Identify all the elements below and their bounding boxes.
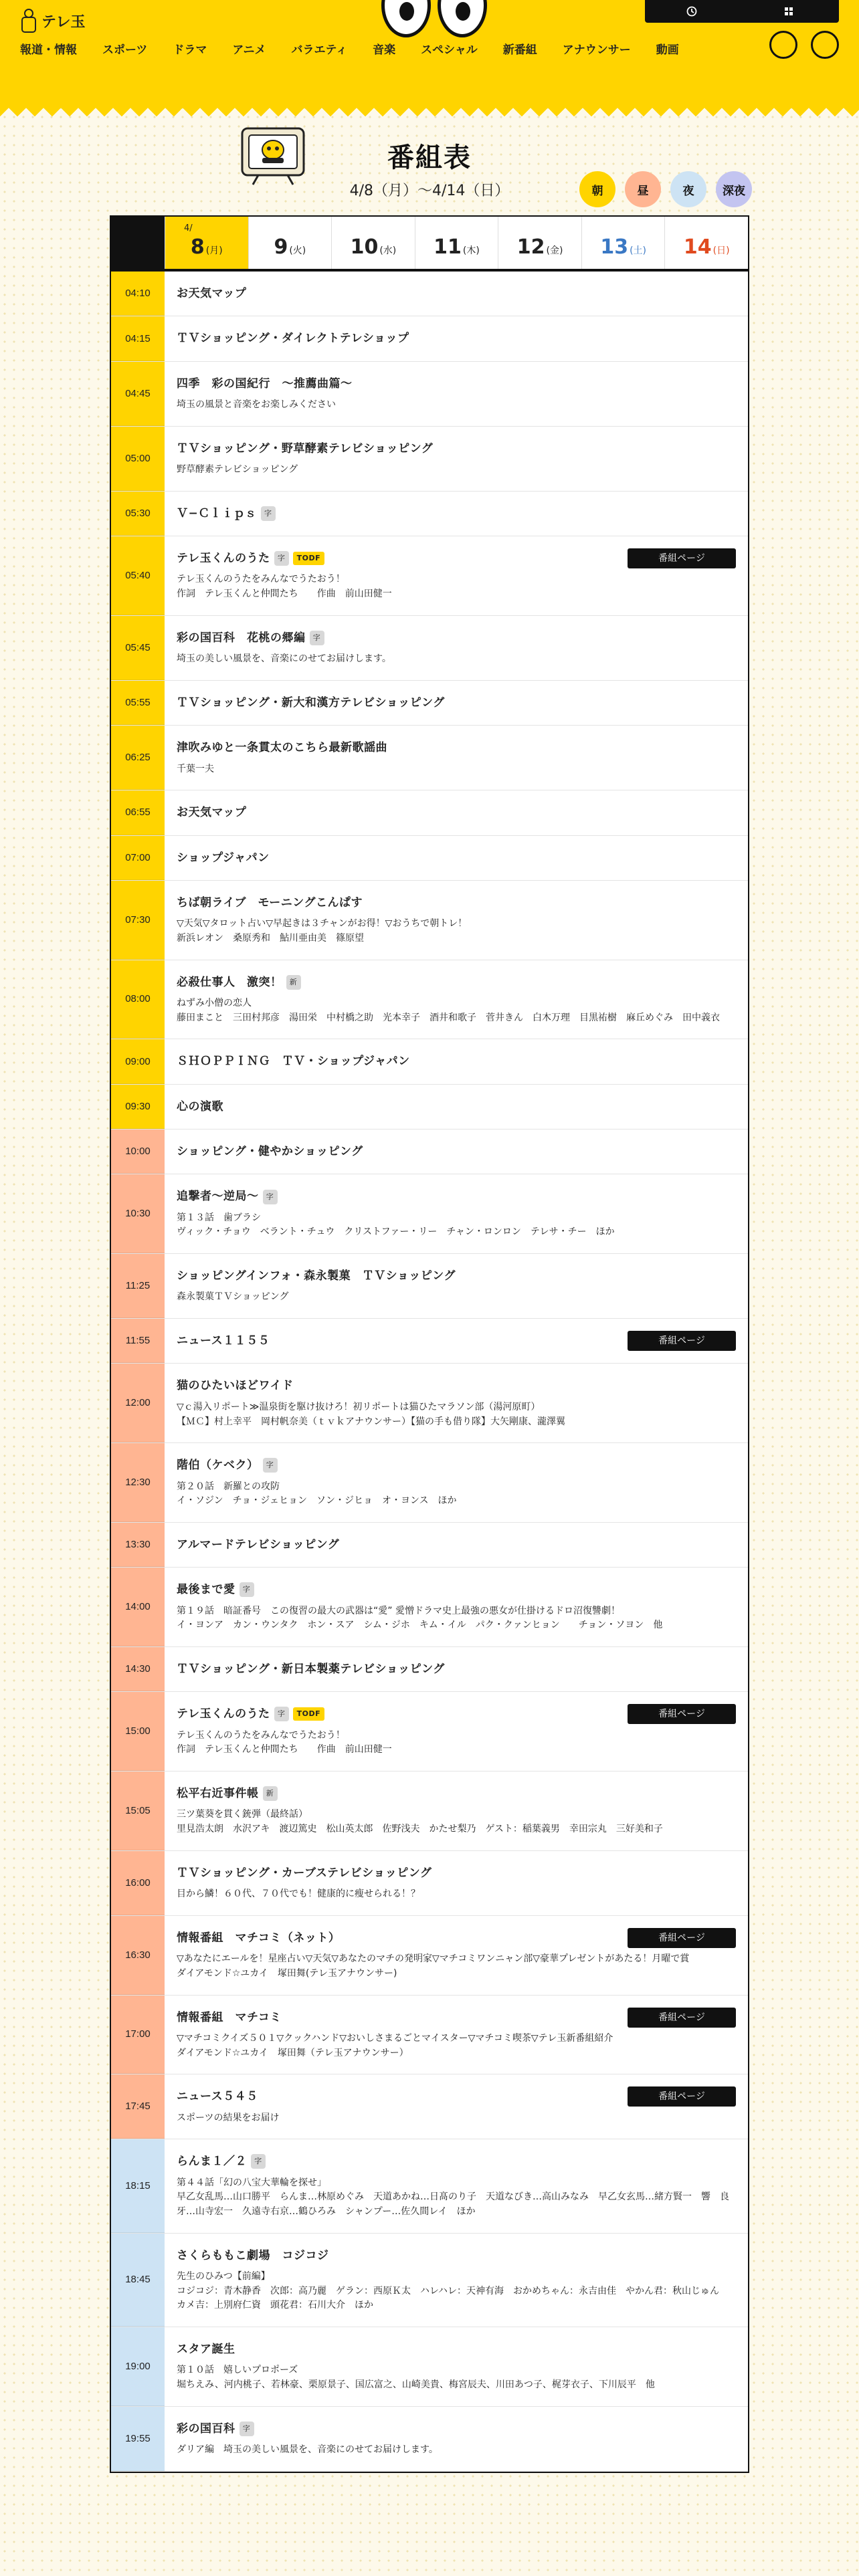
nav-item[interactable]: ドラマ — [173, 43, 207, 57]
program-desc: 目から鱗！６０代、７０代でも！健康的に瘦せられる！？ — [177, 1889, 420, 1900]
program-title[interactable]: ＴＶショッピング・新大和漢方テレビショッピング — [177, 695, 445, 710]
program-title-line — [177, 285, 736, 302]
program-cell[interactable] — [165, 836, 748, 880]
program-title[interactable]: 猫のひたいほどワイド — [177, 1379, 294, 1393]
program-title[interactable]: ＴＶショッピング・新日本製薬テレビショッピング — [177, 1662, 445, 1676]
program-time: 14:00 — [111, 1568, 165, 1646]
program-desc: 第１０話 嬉しいプロポーズ — [177, 2365, 298, 2376]
corner-cell — [111, 217, 165, 269]
program-desc: 早乙女乱馬…山口勝平 らんま…林原めぐみ 天道あかね…日髙のり子 天道なびき…高山みなみ 早乙女玄馬…緒方賢一 響 良牙…山寺宏一 久遠寺右京…鶴ひろみ シャンプー…佐久間レイ ほか — [177, 2191, 729, 2217]
program-title-line — [177, 2420, 736, 2438]
program-row — [111, 2407, 748, 2472]
program-title-line — [177, 974, 736, 991]
program-title-line — [177, 1581, 736, 1598]
program-time: 11:25 — [111, 1254, 165, 1318]
title-area — [0, 120, 859, 214]
program-desc: ダイアモンド☆ユカイ 塚田舞(テレ玉アナウンサー) — [177, 1967, 397, 1979]
day-tab[interactable] — [415, 217, 498, 269]
program-row — [111, 790, 748, 835]
utility-bar — [645, 0, 839, 23]
program-title[interactable]: 情報番組 マチコミ（ネット） — [177, 1931, 341, 1945]
program-cell[interactable] — [165, 1130, 748, 1174]
day-weekday: (日) — [712, 245, 730, 256]
program-title[interactable]: ニュース１１５５ — [177, 1334, 270, 1348]
program-desc: 作詞 テレ玉くんと仲間たち 作曲 前山田健一 — [177, 588, 392, 600]
program-time: 09:00 — [111, 1039, 165, 1083]
program-cell[interactable] — [165, 1647, 748, 1691]
program-cell[interactable] — [165, 2327, 748, 2406]
program-title-line — [177, 1267, 736, 1285]
program-desc: 第１９話 暗証番号 この復習の最大の武器は“愛” 愛憎ドラマ史上最強の悪女が仕掛けるドロ沼復讐劇！ — [177, 1605, 620, 1616]
caption-icon: 字 — [240, 1582, 254, 1597]
program-desc: テレ玉くんのうたをみんなでうたおう！ — [177, 574, 345, 585]
program-cell[interactable] — [165, 2139, 748, 2232]
day-number: 14 — [683, 235, 712, 259]
day-weekday: (木) — [462, 245, 480, 256]
program-time: 05:30 — [111, 492, 165, 536]
program-desc: ▽天気▽タロット占い▽早起きは３チャンがお得！▽おうちで朝トレ！ — [177, 918, 468, 930]
program-row — [111, 316, 748, 361]
program-row — [111, 536, 748, 616]
day-weekday: (金) — [546, 245, 563, 256]
program-title-line — [177, 1864, 736, 1882]
main-nav — [20, 40, 839, 57]
program-cell[interactable] — [165, 1254, 748, 1318]
program-cell[interactable] — [165, 726, 748, 790]
nav-item[interactable]: 音楽 — [373, 43, 396, 57]
program-time: 18:15 — [111, 2139, 165, 2232]
new-icon: 新 — [286, 975, 301, 990]
program-cell[interactable] — [165, 616, 748, 680]
program-row — [111, 1996, 748, 2075]
program-row — [111, 681, 748, 726]
day-label — [434, 237, 480, 257]
nav-item[interactable]: バラエティ — [291, 43, 348, 57]
program-time: 10:30 — [111, 1174, 165, 1253]
program-desc: 第２０話 新羅との攻防 — [177, 1481, 280, 1492]
program-title[interactable]: 最後まで愛 — [177, 1583, 235, 1597]
program-time: 04:45 — [111, 362, 165, 426]
program-title-line — [177, 1536, 736, 1553]
program-row — [111, 1130, 748, 1174]
program-desc: 埼玉の風景と音楽をお楽しみください — [177, 399, 336, 411]
day-number: 10 — [350, 235, 379, 259]
program-cell[interactable] — [165, 1568, 748, 1646]
program-desc: 千葉一夫 — [177, 763, 214, 774]
program-row — [111, 1647, 748, 1692]
program-time: 08:00 — [111, 960, 165, 1039]
caption-icon: 字 — [251, 2154, 266, 2169]
program-time: 07:00 — [111, 836, 165, 880]
program-title-line — [177, 1098, 736, 1115]
logo-mascot-icon — [20, 8, 37, 33]
day-weekday: (水) — [379, 245, 397, 256]
program-cell[interactable] — [165, 1443, 748, 1522]
program-time: 05:40 — [111, 536, 165, 615]
tod-button[interactable]: 深夜 — [716, 171, 752, 207]
day-weekday: (土) — [630, 245, 647, 256]
program-time: 16:30 — [111, 1916, 165, 1995]
program-desc: スポーツの結果をお届け — [177, 2112, 280, 2123]
program-row — [111, 2327, 748, 2407]
caption-icon: 字 — [274, 1707, 289, 1721]
program-row — [111, 1568, 748, 1647]
program-title-line — [177, 1377, 736, 1394]
day-number: 11 — [434, 235, 462, 259]
program-row — [111, 1364, 748, 1443]
program-row — [111, 960, 748, 1040]
program-title[interactable]: 彩の国百科 — [177, 2422, 235, 2436]
program-cell[interactable] — [165, 681, 748, 725]
program-title[interactable]: らんま１／２ — [177, 2155, 247, 2169]
day-tab[interactable] — [581, 217, 665, 269]
clock-link[interactable] — [686, 6, 701, 17]
program-row — [111, 2074, 748, 2139]
program-cell[interactable] — [165, 960, 748, 1039]
nav-item[interactable]: 動画 — [656, 43, 679, 57]
program-title[interactable]: ショップジャパン — [177, 851, 270, 865]
day-tabs — [111, 217, 748, 272]
caption-icon: 字 — [263, 1190, 278, 1204]
program-row — [111, 1772, 748, 1851]
program-desc: 三ツ葉葵を貫く銃弾（最終話） — [177, 1809, 308, 1820]
program-cell[interactable] — [165, 316, 748, 360]
day-tab[interactable] — [498, 217, 581, 269]
program-cell[interactable] — [165, 536, 748, 615]
schedule-grid — [110, 215, 749, 2473]
tod-button[interactable]: 昼 — [625, 171, 661, 207]
day-weekday: (月) — [205, 245, 223, 256]
program-row — [111, 2234, 748, 2327]
program-row — [111, 1692, 748, 1772]
program-title[interactable]: ちば朝ライブ モーニングこんぱす — [177, 895, 363, 909]
program-title[interactable]: Ｖ−Ｃｌｉｐｓ — [177, 506, 257, 520]
caption-icon: 字 — [240, 2422, 254, 2436]
program-title[interactable]: ＴＶショッピング・野草酵素テレビショッピング — [177, 441, 434, 455]
tod-button[interactable]: 朝 — [579, 171, 615, 207]
program-row — [111, 1851, 748, 1916]
program-time: 18:45 — [111, 2234, 165, 2327]
program-cell[interactable] — [165, 1039, 748, 1083]
program-time: 12:30 — [111, 1443, 165, 1522]
day-number: 12 — [516, 235, 545, 259]
day-label — [600, 237, 646, 257]
program-cell[interactable] — [165, 1772, 748, 1850]
caption-icon: 字 — [261, 506, 276, 521]
nav-item[interactable]: スポーツ — [102, 43, 148, 57]
program-desc: ダイアモンド☆ユカイ 塚田舞（テレ玉アナウンサー） — [177, 2047, 409, 2058]
day-label — [351, 237, 397, 257]
program-desc: コジコジ：青木静香 次郎：高乃麗 ゲラン：西原Ｋ太 ハレハレ：天神有海 おかめちゃん：永吉由佳 やかん君：秋山じゅん カメ吉：上別府仁資 頭花君：石川大介 ほか — [177, 2285, 729, 2311]
program-title-line — [177, 1457, 736, 1474]
program-row — [111, 616, 748, 681]
program-desc: 藤田まこと 三田村邦彦 湯田栄 中村橋之助 光本幸子 酒井和歌子 菅井きん 白木万理 目黒祐樹 麻丘めぐみ 田中義衣 — [177, 1012, 720, 1023]
program-title[interactable]: ショッピングインフォ・森永製菓 ＴＶショッピング — [177, 1269, 456, 1283]
tod-button[interactable]: 夜 — [670, 171, 706, 207]
program-row — [111, 427, 748, 492]
program-title-line — [177, 739, 736, 756]
program-row — [111, 1523, 748, 1568]
program-title-line — [177, 849, 736, 867]
program-title-line — [177, 1143, 736, 1160]
program-title[interactable]: ＴＶショッピング・ダイレクトテレショップ — [177, 332, 409, 346]
program-title-line — [177, 375, 736, 393]
site-logo[interactable] — [20, 8, 86, 33]
day-number: 8 — [190, 235, 205, 259]
day-number: 13 — [600, 235, 629, 259]
program-cell[interactable] — [165, 1851, 748, 1915]
program-time: 04:10 — [111, 272, 165, 316]
program-desc: 堀ちえみ、河内桃子、若林豪、栗原景子、国広富之、山崎美貴、梅宮辰夫、川田あつ子、梶芽衣子、下川辰平 他 — [177, 2379, 655, 2391]
program-time: 17:45 — [111, 2074, 165, 2139]
mascot-eyes — [381, 0, 487, 37]
program-title[interactable]: 追撃者〜逆局〜 — [177, 1190, 259, 1204]
program-cell[interactable] — [165, 1692, 748, 1771]
program-title[interactable]: お天気マップ — [177, 287, 247, 300]
program-desc: ▽あなたにエールを！星座占い▽天気▽あなたのマチの発明家▽マチコミワンニャン部▽豪華プレゼントがあたる！月曜で賞 — [177, 1953, 690, 1965]
program-desc: 【ＭＣ】村上幸平 岡村帆奈美（ｔｖｋアナウンサー）【猫の手も借り隊】大矢剛康、瀧澤翼 — [177, 1416, 565, 1427]
mascot-links — [769, 31, 839, 59]
program-row — [111, 362, 748, 427]
grid-link[interactable] — [783, 6, 798, 17]
program-cell[interactable] — [165, 272, 748, 316]
program-title-line — [177, 2247, 736, 2264]
program-title[interactable]: ニュース５４５ — [177, 2090, 258, 2104]
day-tab[interactable] — [248, 217, 332, 269]
program-time: 05:00 — [111, 427, 165, 491]
program-cell[interactable] — [165, 1174, 748, 1253]
day-number: 9 — [274, 235, 288, 259]
nav-item[interactable]: 報道・情報 — [20, 43, 77, 57]
day-label — [517, 237, 563, 257]
day-label — [191, 237, 223, 257]
program-time: 19:00 — [111, 2327, 165, 2406]
program-cell[interactable] — [165, 427, 748, 491]
program-title[interactable]: 津吹みゆと一条貫太のこちら最新歌謡曲 — [177, 741, 387, 755]
clock-icon — [686, 6, 697, 17]
program-title[interactable]: さくらももこ劇場 コジコジ — [177, 2248, 329, 2262]
program-title-line — [177, 440, 736, 457]
program-title-line — [177, 1785, 736, 1802]
program-time: 09:30 — [111, 1085, 165, 1129]
program-title[interactable]: ＳＨＯＰＰＩＮＧ ＴＶ・ショップジャパン — [177, 1055, 410, 1069]
program-title[interactable]: ショッピング・健やかショッピング — [177, 1145, 363, 1159]
day-month: 4/ — [184, 223, 193, 233]
program-cell[interactable] — [165, 1996, 748, 2074]
program-page-button[interactable]: 番組ページ — [628, 1331, 736, 1351]
program-desc: イ・ソジン チョ・ジェヒョン ソン・ジヒョ オ・ヨンス ほか — [177, 1495, 457, 1507]
program-cell[interactable] — [165, 2074, 748, 2139]
mascot-link-1[interactable] — [769, 31, 797, 59]
program-time: 05:55 — [111, 681, 165, 725]
program-row — [111, 1254, 748, 1319]
nav-item[interactable]: スペシャル — [421, 43, 478, 57]
mascot-link-2[interactable] — [811, 31, 839, 59]
program-time: 10:00 — [111, 1130, 165, 1174]
nav-item[interactable]: 新番組 — [502, 43, 537, 57]
program-desc: 森永製菓ＴＶショッピング — [177, 1291, 289, 1303]
program-title[interactable]: 情報番組 マチコミ — [177, 2010, 282, 2024]
program-title[interactable]: テレ玉くんのうた — [177, 1707, 270, 1721]
program-row — [111, 836, 748, 881]
program-list — [111, 272, 748, 2472]
program-title[interactable]: 心の演歌 — [177, 1099, 223, 1113]
program-desc: ▽ｃ湯入リポート≫温泉街を駆け抜けろ！初リポートは猫ひたマラソン部（湯河原町） — [177, 1401, 541, 1412]
program-row — [111, 492, 748, 536]
nav-item[interactable]: アニメ — [232, 43, 266, 57]
program-title[interactable]: 四季 彩の国紀行 〜推薦曲篇〜 — [177, 377, 353, 391]
program-time: 15:05 — [111, 1772, 165, 1850]
program-time: 11:55 — [111, 1319, 165, 1363]
program-cell[interactable] — [165, 1085, 748, 1129]
program-time: 15:00 — [111, 1692, 165, 1771]
program-cell[interactable] — [165, 2234, 748, 2327]
date-range: 4/8（月）〜4/14（日） — [349, 183, 510, 199]
program-cell[interactable] — [165, 492, 748, 536]
program-desc: ねずみ小僧の恋人 — [177, 997, 252, 1008]
program-time: 06:55 — [111, 790, 165, 835]
program-desc: 先生のひみつ【前編】 — [177, 2271, 270, 2282]
program-row — [111, 1443, 748, 1523]
program-time: 06:25 — [111, 726, 165, 790]
program-desc: ダリア編 埼玉の美しい風景を、音楽にのせてお届けします。 — [177, 2444, 438, 2456]
program-row — [111, 1916, 748, 1996]
program-page-button[interactable]: 番組ページ — [628, 1928, 736, 1948]
program-row — [111, 1319, 748, 1364]
day-label — [684, 237, 730, 257]
program-desc: 里見浩太朗 水沢アキ 渡辺篤史 松山英太郎 佐野浅夫 かたせ梨乃 ゲスト：稲葉義男 幸田宗丸 三好美和子 — [177, 1824, 663, 1835]
program-title-line — [177, 2153, 736, 2170]
program-cell[interactable] — [165, 1319, 748, 1363]
program-title-line — [177, 894, 736, 911]
caption-icon: 字 — [263, 1458, 278, 1473]
program-row — [111, 1174, 748, 1254]
header-zigzag — [0, 99, 859, 116]
program-page-button[interactable]: 番組ページ — [628, 548, 736, 568]
program-title-line — [177, 804, 736, 821]
day-tab[interactable] — [331, 217, 415, 269]
program-row — [111, 272, 748, 316]
grid-icon — [783, 6, 794, 17]
program-title[interactable]: 松平右近事件帳 — [177, 1787, 259, 1801]
program-row — [111, 2139, 748, 2233]
program-title[interactable]: 彩の国百科 花桃の郷編 — [177, 631, 306, 645]
program-time: 05:45 — [111, 616, 165, 680]
program-title[interactable]: 必殺仕事人 激突！ — [177, 975, 282, 989]
program-title[interactable]: テレ玉くんのうた — [177, 552, 270, 566]
program-title-line — [177, 1188, 736, 1205]
logo-text: テレ玉 — [41, 13, 86, 31]
program-title-line — [177, 2341, 736, 2358]
program-title-line — [177, 505, 736, 522]
program-desc: 第１３話 歯ブラシ — [177, 1212, 261, 1223]
program-cell[interactable] — [165, 790, 748, 835]
program-title-line — [177, 629, 736, 647]
program-cell[interactable] — [165, 2407, 748, 2471]
program-page-button[interactable]: 番組ページ — [628, 2086, 736, 2107]
program-title-line — [177, 1660, 736, 1678]
tag-badge: TODF — [293, 552, 325, 565]
program-row — [111, 1085, 748, 1130]
program-desc: イ・ヨンア カン・ウンタク ホン・スア シム・ジホ キム・イル パク・クァンヒョン チョン・ソヨン 他 — [177, 1620, 663, 1631]
program-row — [111, 726, 748, 790]
program-desc: テレ玉くんのうたをみんなでうたおう！ — [177, 1729, 345, 1741]
program-time: 07:30 — [111, 881, 165, 960]
tag-badge: TODF — [293, 1707, 325, 1721]
program-desc: 埼玉の美しい風景を、音楽にのせてお届けします。 — [177, 653, 391, 665]
program-title-line — [177, 694, 736, 712]
program-time: 14:30 — [111, 1647, 165, 1691]
program-title[interactable]: 階伯（ケベク） — [177, 1459, 259, 1473]
program-cell[interactable] — [165, 1523, 748, 1567]
program-time: 17:00 — [111, 1996, 165, 2074]
program-row — [111, 1039, 748, 1084]
program-row — [111, 881, 748, 960]
program-time: 13:30 — [111, 1523, 165, 1567]
program-title[interactable]: お天気マップ — [177, 806, 247, 820]
program-cell[interactable] — [165, 881, 748, 960]
program-time: 04:15 — [111, 316, 165, 360]
program-title-line — [177, 330, 736, 347]
program-time: 19:55 — [111, 2407, 165, 2471]
program-desc: ▽マチコミクイズ５０１▽クックハンド▽おいしさまるごとマイスター▽マチコミ喫茶▽テレ玉新番組紹介 — [177, 2032, 613, 2044]
site-header — [0, 0, 859, 99]
program-title[interactable]: スタア誕生 — [177, 2343, 235, 2357]
program-desc: 新浜レオン 桑原秀和 鮎川亜由美 篠原望 — [177, 932, 364, 944]
program-cell[interactable] — [165, 362, 748, 426]
new-icon: 新 — [263, 1786, 278, 1801]
program-desc: ヴィック・チョウ ベラント・チュウ クリストファー・リー チャン・ロンロン テレサ・チー ほか — [177, 1226, 615, 1238]
program-title-line — [177, 1053, 736, 1070]
day-tab[interactable] — [664, 217, 748, 269]
day-label — [274, 237, 306, 257]
time-of-day-buttons — [579, 171, 752, 207]
day-weekday: (火) — [289, 245, 306, 256]
program-title[interactable]: アルマードテレビショッピング — [177, 1537, 340, 1551]
program-desc: 野草酵素テレビショッピング — [177, 464, 298, 475]
program-time: 12:00 — [111, 1364, 165, 1442]
program-desc: 第４４話「幻の八宝大華輪を探せ」 — [177, 2177, 326, 2188]
caption-icon: 字 — [310, 631, 324, 645]
program-title[interactable]: ＴＶショッピング・カーブステレビショッピング — [177, 1866, 432, 1880]
program-time: 16:00 — [111, 1851, 165, 1915]
program-cell[interactable] — [165, 1916, 748, 1995]
page-title: 番組表 — [387, 142, 472, 173]
caption-icon: 字 — [274, 551, 289, 566]
program-page-button[interactable]: 番組ページ — [628, 1704, 736, 1724]
program-desc: 作詞 テレ玉くんと仲間たち 作曲 前山田健一 — [177, 1744, 392, 1755]
nav-item[interactable]: アナウンサー — [562, 43, 631, 57]
program-page-button[interactable]: 番組ページ — [628, 2008, 736, 2028]
program-cell[interactable] — [165, 1364, 748, 1442]
day-tab[interactable] — [165, 217, 248, 269]
